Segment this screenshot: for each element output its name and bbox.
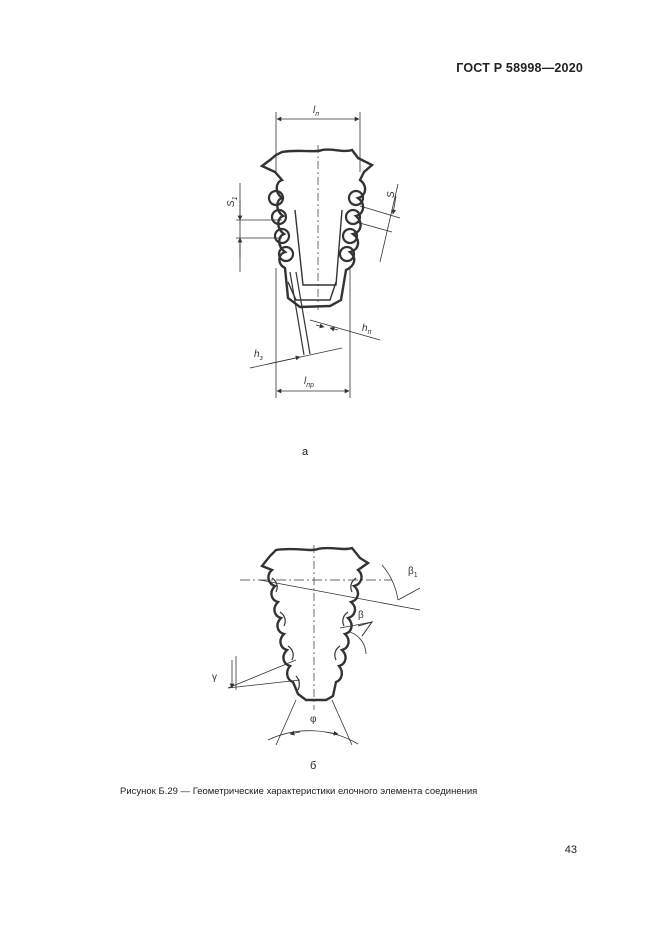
dim-hz: $h_з$ [254, 349, 263, 362]
dim-s: S [386, 191, 397, 198]
figure-caption: Рисунок Б.29 — Геометрические характеристики елочного элемента соединения [120, 786, 478, 797]
dim-gamma: γ [212, 672, 217, 683]
page-number: 43 [564, 844, 577, 856]
dim-hp: $h_п$ [362, 323, 372, 336]
fir-tree-root-drawing-b [228, 545, 420, 745]
figure-b-label: б [310, 760, 317, 772]
dim-lpr: $l_{пр}$ [304, 376, 314, 389]
figure-a-label: а [302, 446, 309, 458]
dimension-labels-a [226, 105, 397, 389]
dim-s1: $S_1$ [226, 196, 239, 207]
dim-lt: $l_п$ [313, 105, 320, 118]
dim-beta: β [358, 610, 364, 621]
dim-beta1: $\beta_1$ [408, 566, 418, 579]
dim-phi: φ [310, 714, 317, 725]
standard-header: ГОСТ Р 58998—2020 [456, 61, 583, 75]
